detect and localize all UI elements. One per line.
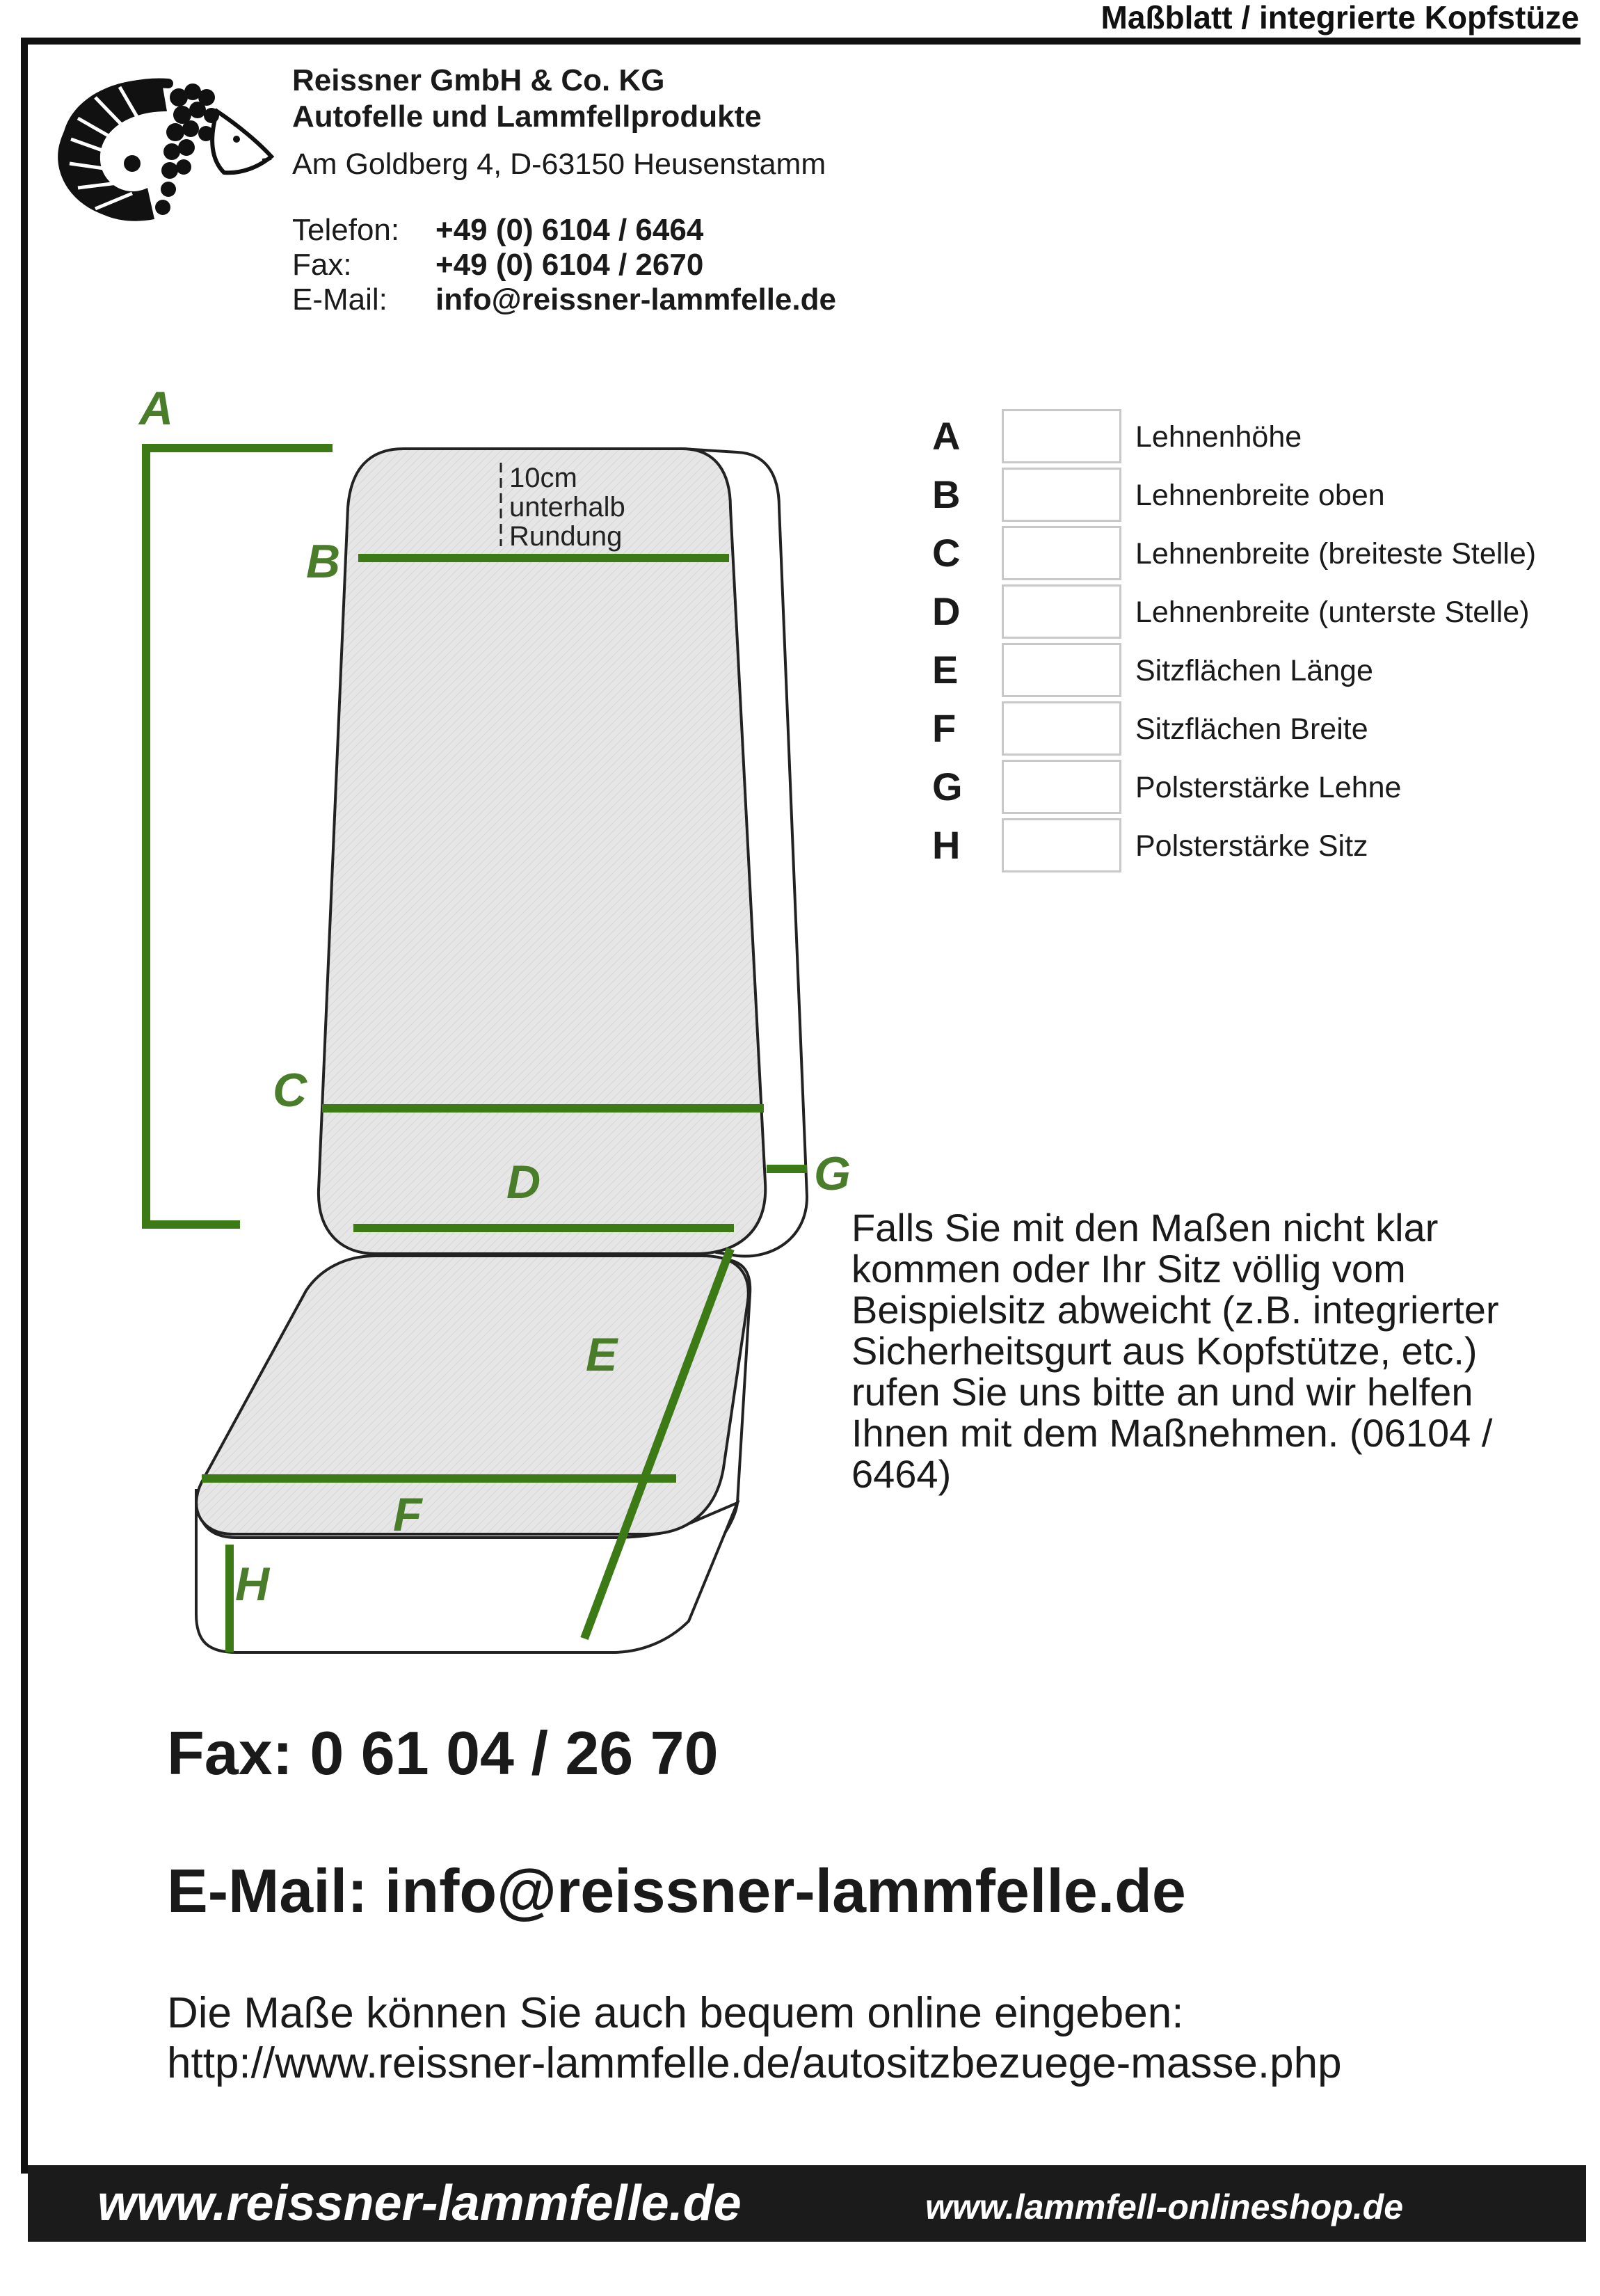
measurement-field-h[interactable] <box>1002 818 1121 872</box>
note-line-2: unterhalb <box>509 492 625 523</box>
seat-diagram <box>0 376 904 1712</box>
legend-letter: G <box>932 765 963 808</box>
legend-letter: C <box>932 531 961 575</box>
contact-fax <box>292 248 703 282</box>
contact-label: E-Mail: <box>292 282 387 317</box>
contact-label: Telefon: <box>292 213 400 247</box>
legend-letter: E <box>932 648 959 692</box>
seat-top <box>196 1256 748 1534</box>
note-line-3: Rundung <box>509 521 623 552</box>
measurement-field-c[interactable] <box>1002 526 1121 580</box>
legend-label: Sitzflächen Länge <box>1135 654 1373 687</box>
contact-label: Fax: <box>292 248 352 282</box>
ram-logo-icon <box>50 70 280 244</box>
label-d: D <box>506 1156 541 1209</box>
label-e: E <box>586 1328 618 1381</box>
note-line-1: 10cm <box>509 463 577 493</box>
measurement-field-d[interactable] <box>1002 584 1121 639</box>
label-c: C <box>273 1064 307 1117</box>
label-b: B <box>306 535 341 588</box>
online-form-link[interactable]: http://www.reissner-lammfelle.de/autositzbezuege-masse.php <box>167 2039 1342 2087</box>
measurement-field-g[interactable] <box>1002 760 1121 814</box>
measurement-field-e[interactable] <box>1002 643 1121 697</box>
legend-label: Sitzflächen Breite <box>1135 712 1368 746</box>
label-h: H <box>235 1558 270 1611</box>
legend-letter: B <box>932 472 961 516</box>
contact-phone <box>292 213 703 248</box>
measurement-field-a[interactable] <box>1002 409 1121 463</box>
email-address[interactable]: E-Mail: info@reissner-lammfelle.de <box>167 1856 1186 1925</box>
legend-letter: D <box>932 589 961 633</box>
footer-shop-link[interactable]: www.lammfell-onlineshop.de <box>925 2187 1404 2226</box>
company-subtitle: Autofelle und Lammfellprodukte <box>292 99 762 134</box>
top-rule <box>21 38 1581 45</box>
legend-label: Polsterstärke Sitz <box>1135 829 1368 863</box>
legend-label: Lehnenbreite oben <box>1135 479 1385 512</box>
help-text: Falls Sie mit den Maßen nicht klar kommen oder Ihr Sitz völlig vom Beispielsitz abweicht (z.B. integrierter Sicherheitsgurt aus Kopfstütze, etc.) rufen Sie uns bitte an und wir helfen Ihnen mit dem Maßnehmen. (06104 / 6464) <box>851 1206 1499 1496</box>
footer-website-link[interactable]: www.reissner-lammfelle.de <box>97 2176 742 2231</box>
legend-letter: H <box>932 823 961 867</box>
legend-letter: F <box>932 706 957 750</box>
company-name: Reissner GmbH & Co. KG <box>292 63 665 97</box>
label-f: F <box>393 1488 422 1541</box>
legend-label: Polsterstärke Lehne <box>1135 771 1402 804</box>
measurement-field-f[interactable] <box>1002 701 1121 756</box>
contact-value: +49 (0) 6104 / 2670 <box>435 248 704 282</box>
backrest-front <box>319 449 765 1254</box>
document-title: Maßblatt / integrierte Kopfstüze <box>1101 0 1579 35</box>
contact-value: +49 (0) 6104 / 6464 <box>435 213 704 247</box>
label-g: G <box>814 1147 851 1200</box>
legend-label: Lehnenhöhe <box>1135 420 1302 454</box>
company-address: Am Goldberg 4, D-63150 Heusenstamm <box>292 148 826 181</box>
label-a: A <box>139 382 174 435</box>
legend-label: Lehnenbreite (breiteste Stelle) <box>1135 537 1537 571</box>
measurement-field-b[interactable] <box>1002 468 1121 522</box>
online-hint: Die Maße können Sie auch bequem online eingeben: <box>167 1989 1184 2037</box>
contact-email <box>292 282 836 317</box>
fax-number: Fax: 0 61 04 / 26 70 <box>167 1719 719 1787</box>
legend-letter: A <box>932 414 961 458</box>
legend-label: Lehnenbreite (unterste Stelle) <box>1135 596 1530 629</box>
contact-value: info@reissner-lammfelle.de <box>435 282 836 317</box>
